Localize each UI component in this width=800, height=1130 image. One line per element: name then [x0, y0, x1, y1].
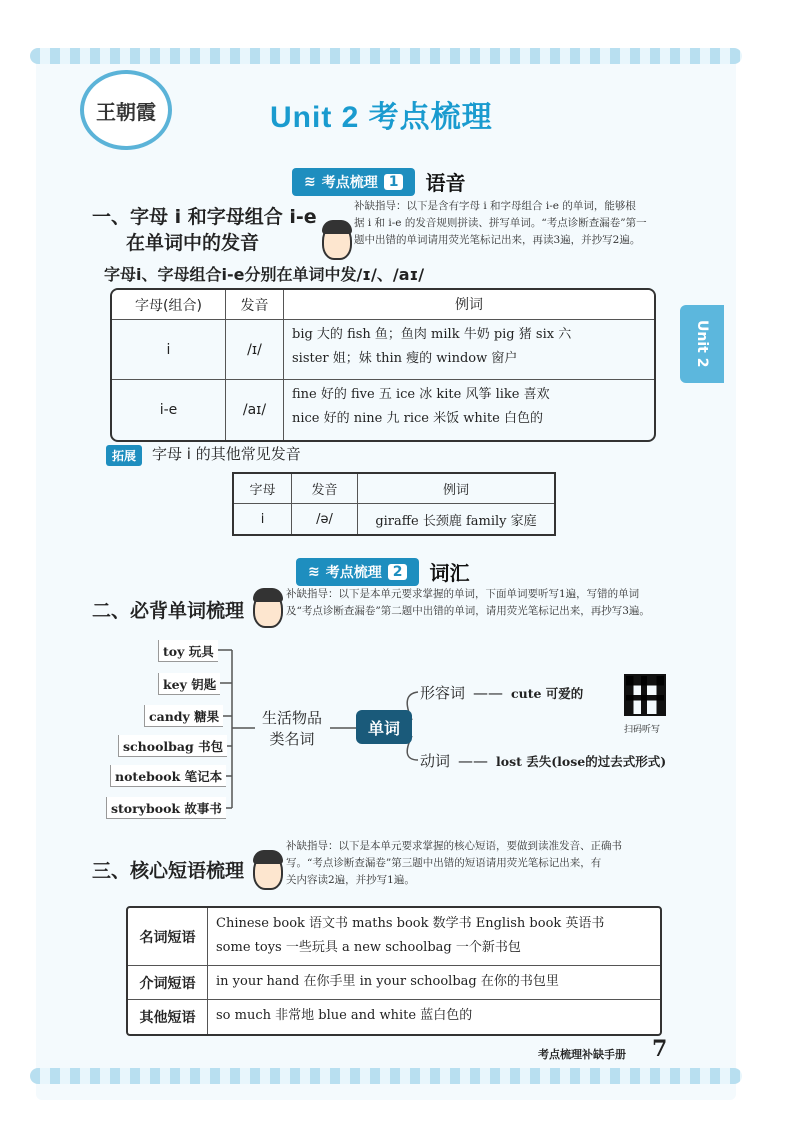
list-item: storybook 故事书: [106, 797, 226, 819]
phrase-table: [126, 906, 662, 1036]
qr-code-icon[interactable]: [624, 674, 666, 716]
section2-badge: ≋ 考点梳理 2 词汇: [296, 557, 469, 586]
table-row: 名词短语 Chinese book 语文书 maths book 数学书 English book 英语书 some toys 一些玩具 a new schoolbag 一个新书包: [128, 908, 660, 966]
section1-badge: ≋ 考点梳理 1 语音: [292, 167, 465, 196]
section3-heading: 三、核心短语梳理: [92, 860, 245, 882]
list-item: notebook 笔记本: [110, 765, 226, 787]
table-row: 其他短语 so much 非常地 blue and white 蓝白色的: [128, 1000, 660, 1034]
brand-logo: 王朝霞: [80, 70, 172, 150]
table-row: i-e /aɪ/ fine 好的 five 五 ice 冰 kite 风筝 like 喜欢 nice 好的 nine 九 rice 米饭 white 白色的: [112, 380, 654, 440]
side-unit-tab[interactable]: Unit 2: [680, 305, 724, 383]
table-row: i /ə/ giraffe 长颈鹿 family 家庭: [234, 504, 554, 534]
footer-text: 考点梳理补缺手册: [538, 1048, 626, 1061]
verb-branch: 动词 —— lost 丢失(lose的过去式形式): [420, 751, 667, 770]
section2-tip: 补缺指导：以下是本单元要求掌握的单词，下面单词要听写1遍，写错的单词 及“考点诊断查漏卷”第二题中出错的单词，请用荧光笔标记出来，再抄写3遍。: [286, 588, 650, 617]
list-item: key 钥匙: [158, 673, 220, 695]
page-number: 7: [652, 1036, 668, 1062]
page-title: Unit 2 考点梳理: [270, 101, 493, 134]
section1-heading: 一、字母 i 和字母组合 i-e 在单词中的发音: [92, 206, 317, 254]
table-row: i /ɪ/ big 大的 fish 鱼；鱼肉 milk 牛奶 pig 猪 six 六 sister 姐；妹 thin 瘦的 window 窗户: [112, 320, 654, 380]
list-item: candy 糖果: [144, 705, 223, 727]
adjective-branch: 形容词 —— cute 可爱的: [420, 683, 584, 702]
pronunciation-rule: 字母i、字母组合i-e分别在单词中发/ɪ/、/aɪ/: [104, 265, 425, 284]
extension-text: 字母 i 的其他常见发音: [152, 445, 301, 463]
wave-icon: ≋: [308, 563, 320, 580]
extension-badge: 拓展: [106, 445, 142, 466]
center-node: 单词: [356, 710, 412, 744]
pronunciation-table: 字母(组合) 发音 例词 i /ɪ/ big 大的 fish 鱼；鱼肉 milk 牛奶 pig 猪 six 六 sister 姐；妹 thin 瘦的 window 窗户 i-e /aɪ/ fine 好的 five 五 ice 冰 kite 风筝 like 喜欢 nice 好的 nine 九 rice 米饭 white 白色的: [110, 288, 656, 442]
list-item: toy 玩具: [158, 640, 218, 662]
qr-label: 扫码听写: [624, 725, 661, 735]
extension-table: 字母 发音 例词 i /ə/ giraffe 长颈鹿 family 家庭: [232, 472, 556, 536]
section2-heading: 二、必背单词梳理: [92, 600, 245, 622]
tutor-avatar-icon: [253, 852, 283, 890]
section1-tip: 补缺指导：以下是含有字母 i 和字母组合 i-e 的单词，能够根 据 i 和 i-e 的发音规则拼读、拼写单词。“考点诊断查漏卷”第一 题中出错的单词请用荧光笔标记出来，再读3遍，并抄写2遍。: [354, 200, 647, 246]
category-node: 生活物品类名词: [261, 709, 322, 748]
list-item: schoolbag 书包: [118, 735, 227, 757]
wave-icon: ≋: [304, 173, 316, 190]
table-row: 介词短语 in your hand 在你手里 in your schoolbag 在你的书包里: [128, 966, 660, 1000]
section3-tip: 补缺指导：以下是本单元要求掌握的核心短语，要做到读准发音、正确书 写。“考点诊断查漏卷”第三题中出错的短语请用荧光笔标记出来，有 关内容读2遍，并抄写1遍。: [286, 840, 622, 886]
